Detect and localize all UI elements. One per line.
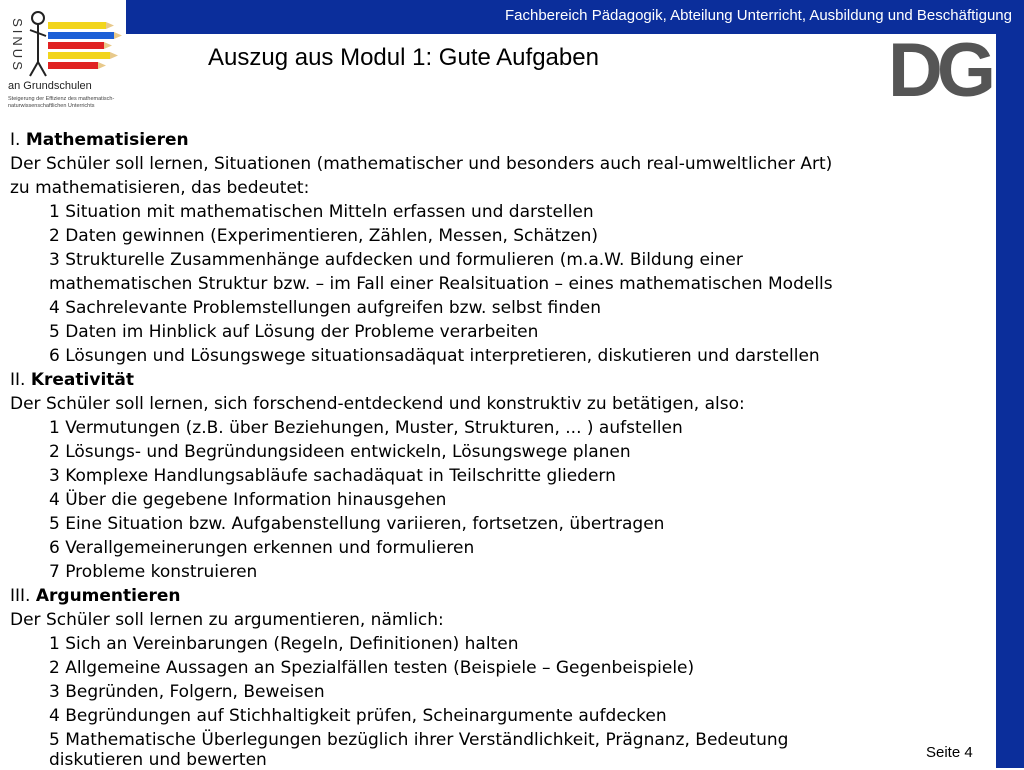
sinus-wordmark: SINUS: [9, 18, 25, 73]
main-content: [10, 128, 994, 768]
section-intro: Der Schüler soll lernen, Situationen (mathematischer und besonders auch real-umweltlicher Art): [10, 154, 833, 174]
list-item: 3 Strukturelle Zusammenhänge aufdecken und formulieren (m.a.W. Bildung einer: [49, 250, 743, 270]
logo-caption: an Grundschulen: [8, 80, 92, 92]
list-item: 4 Sachrelevante Problemstellungen aufgreifen bzw. selbst finden: [49, 298, 602, 318]
section-heading: [10, 128, 994, 152]
dg-logo: [883, 38, 995, 100]
list-item: diskutieren und bewerten: [49, 750, 267, 770]
section-intro: zu mathematisieren, das bedeutet:: [10, 178, 310, 198]
list-item: 7 Probleme konstruieren: [49, 562, 258, 582]
list-item: 3 Begründen, Folgern, Beweisen: [49, 682, 325, 702]
section-numeral: II.: [10, 370, 26, 390]
page-number: Seite 4: [926, 744, 973, 761]
list-item: 1 Situation mit mathematischen Mitteln erfassen und darstellen: [49, 202, 594, 222]
list-item: 4 Über die gegebene Information hinausgehen: [49, 490, 447, 510]
sinus-logo: [0, 0, 126, 126]
section-title: Kreativität: [30, 370, 134, 390]
section-heading: [10, 368, 994, 392]
list-item: mathematischen Struktur bzw. – im Fall einer Realsituation – eines mathematischen Modells: [49, 274, 833, 294]
list-item: 2 Lösungs- und Begründungsideen entwickeln, Lösungswege planen: [49, 442, 631, 462]
section-title: Mathematisieren: [25, 130, 189, 150]
list-item: 2 Allgemeine Aussagen an Spezialfällen testen (Beispiele – Gegenbeispiele): [49, 658, 695, 678]
section-numeral: III.: [10, 586, 31, 606]
header-bar: [0, 0, 1024, 34]
list-item: 2 Daten gewinnen (Experimentieren, Zählen, Messen, Schätzen): [49, 226, 599, 246]
section-title: Argumentieren: [35, 586, 181, 606]
list-item: 6 Verallgemeinerungen erkennen und formulieren: [49, 538, 475, 558]
logo-fine-print: Steigerung der Effizienz des mathematisch-naturwissenschaftlichen Unterrichts: [8, 96, 115, 109]
section-intro: Der Schüler soll lernen, sich forschend-entdeckend und konstruktiv zu betätigen, also:: [10, 394, 745, 414]
dg-logo-text: DG: [888, 38, 990, 100]
pencils-icon: [0, 0, 126, 80]
list-item: 5 Mathematische Überlegungen bezüglich ihrer Verständlichkeit, Prägnanz, Bedeutung: [49, 730, 789, 750]
section-heading: [10, 584, 994, 608]
section-intro: Der Schüler soll lernen zu argumentieren, nämlich:: [10, 610, 444, 630]
department-text: Fachbereich Pädagogik, Abteilung Unterricht, Ausbildung und Beschäftigung: [504, 7, 1012, 24]
section-numeral: I.: [10, 130, 21, 150]
list-item: 1 Sich an Vereinbarungen (Regeln, Definitionen) halten: [49, 634, 519, 654]
list-item: 3 Komplexe Handlungsabläufe sachadäquat in Teilschritte gliedern: [49, 466, 616, 486]
list-item: 5 Daten im Hinblick auf Lösung der Probleme verarbeiten: [49, 322, 539, 342]
list-item: 4 Begründungen auf Stichhaltigkeit prüfen, Scheinargumente aufdecken: [49, 706, 667, 726]
list-item: 5 Eine Situation bzw. Aufgabenstellung variieren, fortsetzen, übertragen: [49, 514, 665, 534]
right-accent-bar: [996, 34, 1024, 768]
list-item: 1 Vermutungen (z.B. über Beziehungen, Muster, Strukturen, ... ) aufstellen: [49, 418, 683, 438]
list-item: 6 Lösungen und Lösungswege situationsadäquat interpretieren, diskutieren und darstellen: [49, 346, 820, 366]
page-title: Auszug aus Modul 1: Gute Aufgaben: [208, 44, 599, 71]
